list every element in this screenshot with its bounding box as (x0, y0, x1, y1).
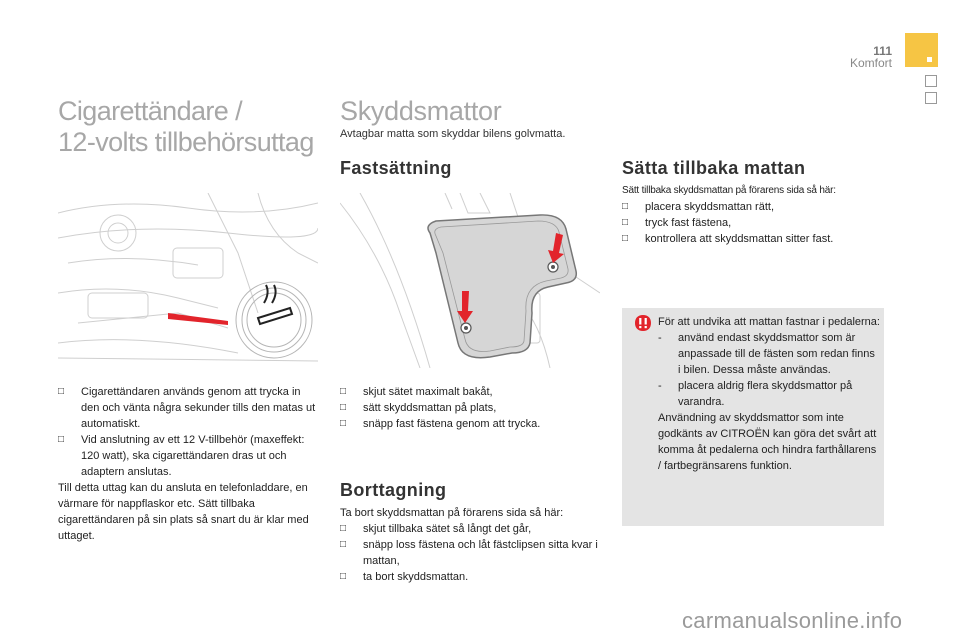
floor-mats-subtitle: Avtagbar matta som skyddar bilens golvmatta. (340, 128, 566, 140)
cigarette-lighter-instructions (58, 384, 320, 544)
square-bullet-icon: □ (340, 571, 347, 582)
removal-steps (340, 505, 602, 585)
title-line: 12-volts tillbehörsuttag (58, 127, 314, 157)
watermark: carmanualsonline.info (682, 608, 903, 633)
fastener-icon (461, 323, 471, 333)
cigarette-lighter-title (58, 96, 314, 158)
refit-heading: Sätta tillbaka mattan (622, 158, 806, 178)
section-tab (905, 33, 938, 67)
fastener-icon (548, 262, 558, 272)
list-item: □ Cigarettändaren används genom att trycka in den och vänta några sekunder tills den matas ut automatiskt. (58, 386, 316, 430)
square-bullet-icon: □ (622, 201, 629, 212)
list-item: - placera aldrig flera skyddsmattor på varandra. (658, 380, 853, 408)
square-bullet-icon: □ (58, 386, 65, 397)
square-bullet-icon: □ (340, 386, 347, 397)
nav-square-icon (925, 75, 937, 87)
warning-intro: För att undvika att mattan fastnar i pedalerna: (658, 316, 880, 328)
warning-exclamation-icon (634, 314, 652, 337)
cigarette-lighter-illustration (58, 193, 318, 368)
nav-square-icon (925, 92, 937, 104)
removal-heading: Borttagning (340, 480, 447, 500)
paragraph: Sätt tillbaka skyddsmattan på förarens sida så här: (622, 185, 836, 196)
paragraph: Till detta uttag kan du ansluta en telefonladdare, en värmare för nappflaskor etc. Sätt tillbaka cigarettändaren på sin plats så snart du är klar med uttaget. (58, 482, 309, 542)
square-bullet-icon: □ (340, 523, 347, 534)
square-bullet-icon: □ (622, 217, 629, 228)
square-bullet-icon: □ (340, 418, 347, 429)
list-item: □ skjut sätet maximalt bakåt, (340, 386, 493, 398)
list-item: □ kontrollera att skyddsmattan sitter fast. (622, 233, 834, 245)
floor-mat (428, 215, 576, 358)
list-item: □ skjut tillbaka sätet så långt det går, (340, 523, 532, 535)
square-bullet-icon: □ (340, 539, 347, 550)
warning-box (622, 308, 884, 526)
floor-mats-title: Skyddsmattor (340, 96, 502, 126)
title-line: Cigarettändare / (58, 96, 243, 126)
list-item: □ sätt skyddsmattan på plats, (340, 402, 497, 414)
square-bullet-icon: □ (340, 402, 347, 413)
warning-paragraph: Användning av skyddsmattor som inte godkänts av CITROËN kan göra det svårt att komma åt pedalerna och hindra farthållarens / fartbegränsarens funktion. (658, 412, 877, 472)
list-item: □ snäpp fast fästena genom att trycka. (340, 418, 541, 430)
list-item: □ placera skyddsmattan rätt, (622, 201, 775, 213)
fastening-steps (340, 384, 602, 432)
refit-steps (622, 183, 892, 247)
red-arrow (168, 313, 228, 325)
page-number: 111 (873, 44, 892, 58)
section-label: Komfort (849, 56, 892, 70)
square-bullet-icon: □ (58, 434, 65, 445)
list-item: □ tryck fast fästena, (622, 217, 732, 229)
list-item: - använd endast skyddsmattor som är anpassade till de fästen som redan finns i bilen. Dessa måste användas. (658, 332, 875, 376)
tab-marker-icon (927, 57, 932, 62)
list-item: □ Vid anslutning av ett 12 V-tillbehör (maxeffekt: 120 watt), ska cigarettändaren dras ut och adaptern anslutas. (58, 434, 305, 478)
fastening-heading: Fastsättning (340, 158, 452, 178)
paragraph: Ta bort skyddsmattan på förarens sida så här: (340, 507, 564, 519)
list-item: □ snäpp loss fästena och låt fästclipsen sitta kvar i mattan, (340, 539, 598, 567)
floor-mat-illustration (340, 193, 600, 368)
list-item: □ ta bort skyddsmattan. (340, 571, 469, 583)
square-bullet-icon: □ (622, 233, 629, 244)
